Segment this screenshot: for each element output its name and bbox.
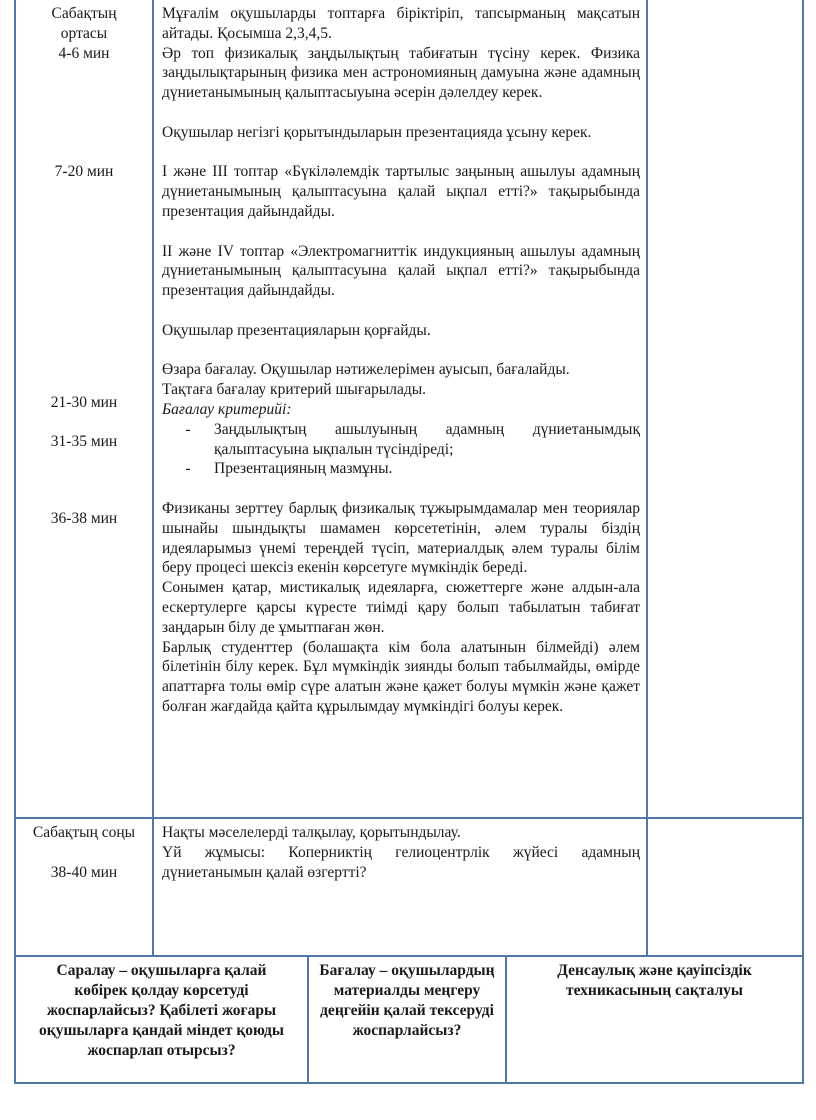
paragraph-defend-presentations: Оқушылар презентацияларын қорғайды.	[162, 321, 431, 339]
bullet-dash: -	[185, 460, 191, 478]
differentiation-text: Саралау – оқушыларға қалай көбірек қолдау көрсетуді жоспарлайсыз? Қабілеті жоғары оқушыларға қандай міндет қоюды жоспарлап отырсыз?	[39, 962, 284, 1059]
time-21-30: 21-30 мин	[50, 394, 118, 412]
criteria-text: Презентацияның мазмұны.	[214, 460, 393, 478]
paragraph-group-goal: Әр топ физикалық заңдылықтың табиғатын түсіну керек. Физика заңдылықтарының физика мен астрономияның дамуына және адамның дүниетанымының қалыптасыуына әсерін дәлелдеу керек.	[162, 44, 640, 102]
bullet-dash: -	[185, 420, 191, 438]
paragraph-discussion: Нақты мәселелерді талқылау, қорытындылау.	[162, 824, 461, 841]
paragraph-laws-of-nature: Сонымен қатар, мистикалық идеяларға, сюжеттерге және алдын-ала ескертулерге қарсы күресте тиімді қару болып табылатын табиғат заңдарын білу де ұмытпаған жөн.	[162, 579, 640, 636]
time-36-38: 36-38 мин	[50, 510, 118, 528]
paragraph-all-students: Барлық студенттер (болашақта кім бола алатынын білмейді) әлем білетінін білу керек. Бұл мүмкіндік зиянды болып табылмайды, өмірде апаттарға толы өмір сүре алатын және қажет болуы мүмкін және қажет болған жағдайда қайта құрылымдау мүмкіндігі болуы керек.	[162, 638, 640, 715]
paragraph-criteria-board: Тақтаға бағалау критерий шығарылады.	[162, 381, 427, 399]
paragraph-groups-task: Мұғалім оқушыларды топтарға біріктіріп, тапсырманың мақсатын айтады. Қосымша 2,3,4,5.	[162, 5, 640, 42]
criteria-title: Бағалау критерийі:	[162, 400, 292, 418]
health-safety-header	[507, 957, 802, 1082]
lesson-middle-row	[16, 0, 802, 819]
criteria-text: Заңдылықтың ашылуының адамның дүниетанымдық қалыптасуына ықпалын түсіндіреді;	[214, 420, 640, 458]
paragraph-homework: Үй жұмысы: Коперниктің гелиоцентрлік жүйесі адамның дүниетанымын қалай өзгертті?	[162, 843, 640, 881]
criteria-item	[162, 420, 640, 460]
health-safety-text: Денсаулық және қауіпсіздік техникасының сақталуы	[557, 962, 752, 999]
differentiation-header	[16, 957, 309, 1082]
criteria-item	[162, 459, 640, 479]
resources-cell-middle	[648, 0, 802, 817]
stage-label-line2: ортасы	[60, 24, 108, 42]
stage-label-line1: Сабақтың	[51, 5, 117, 22]
footer-header-row	[16, 957, 802, 1082]
resources-cell-end	[648, 819, 802, 955]
time-38-40: 38-40 мин	[50, 863, 118, 881]
stage-cell-end	[16, 819, 154, 955]
activity-cell-middle	[154, 0, 648, 817]
paragraph-physics-study: Физиканы зерттеу барлық физикалық тұжырымдамалар мен теориялар шынайы шындықты шамамен көрсететінін, әлем туралы біздің идеяларымыз үнемі тереңдей түсіп, материалдық әлем туралы білім беру процесі шексіз екенін көрсетуге мүмкіндік береді.	[162, 499, 640, 577]
paragraph-groups-2-4: II және IV топтар «Электромагниттік индукцияның ашылуы адамның дүниетанымының қалыптасуына қалай ықпал етті?» тақырыбында презентация дайындайды.	[162, 242, 640, 300]
assessment-text: Бағалау – оқушылардың материалды меңгеру деңгейін қалай тексеруді жоспарлайсыз?	[319, 962, 495, 1039]
paragraph-peer-assessment: Өзара бағалау. Оқушылар нәтижелерімен ауысып, бағалайды.	[162, 361, 570, 379]
activity-cell-end	[154, 819, 648, 955]
assessment-header	[309, 957, 507, 1082]
lesson-end-row	[16, 819, 802, 957]
paragraph-groups-1-3: I және III топтар «Бүкіләлемдік тартылыс заңының ашылуы адамның дүниетанымының қалыптасуына қалай ықпал етті?» тақырыбында презентация дайындайды.	[162, 163, 640, 220]
time-31-35: 31-35 мин	[50, 433, 118, 451]
time-4-6: 4-6 мин	[58, 44, 110, 62]
time-7-20: 7-20 мин	[54, 163, 114, 181]
stage-label-end: Сабақтың соңы	[32, 824, 136, 841]
stage-cell-middle	[16, 0, 154, 817]
paragraph-presentation-conclusions: Оқушылар негізгі қорытындыларын презентацияда ұсыну керек.	[162, 123, 592, 141]
lesson-plan-table	[14, 0, 804, 1084]
